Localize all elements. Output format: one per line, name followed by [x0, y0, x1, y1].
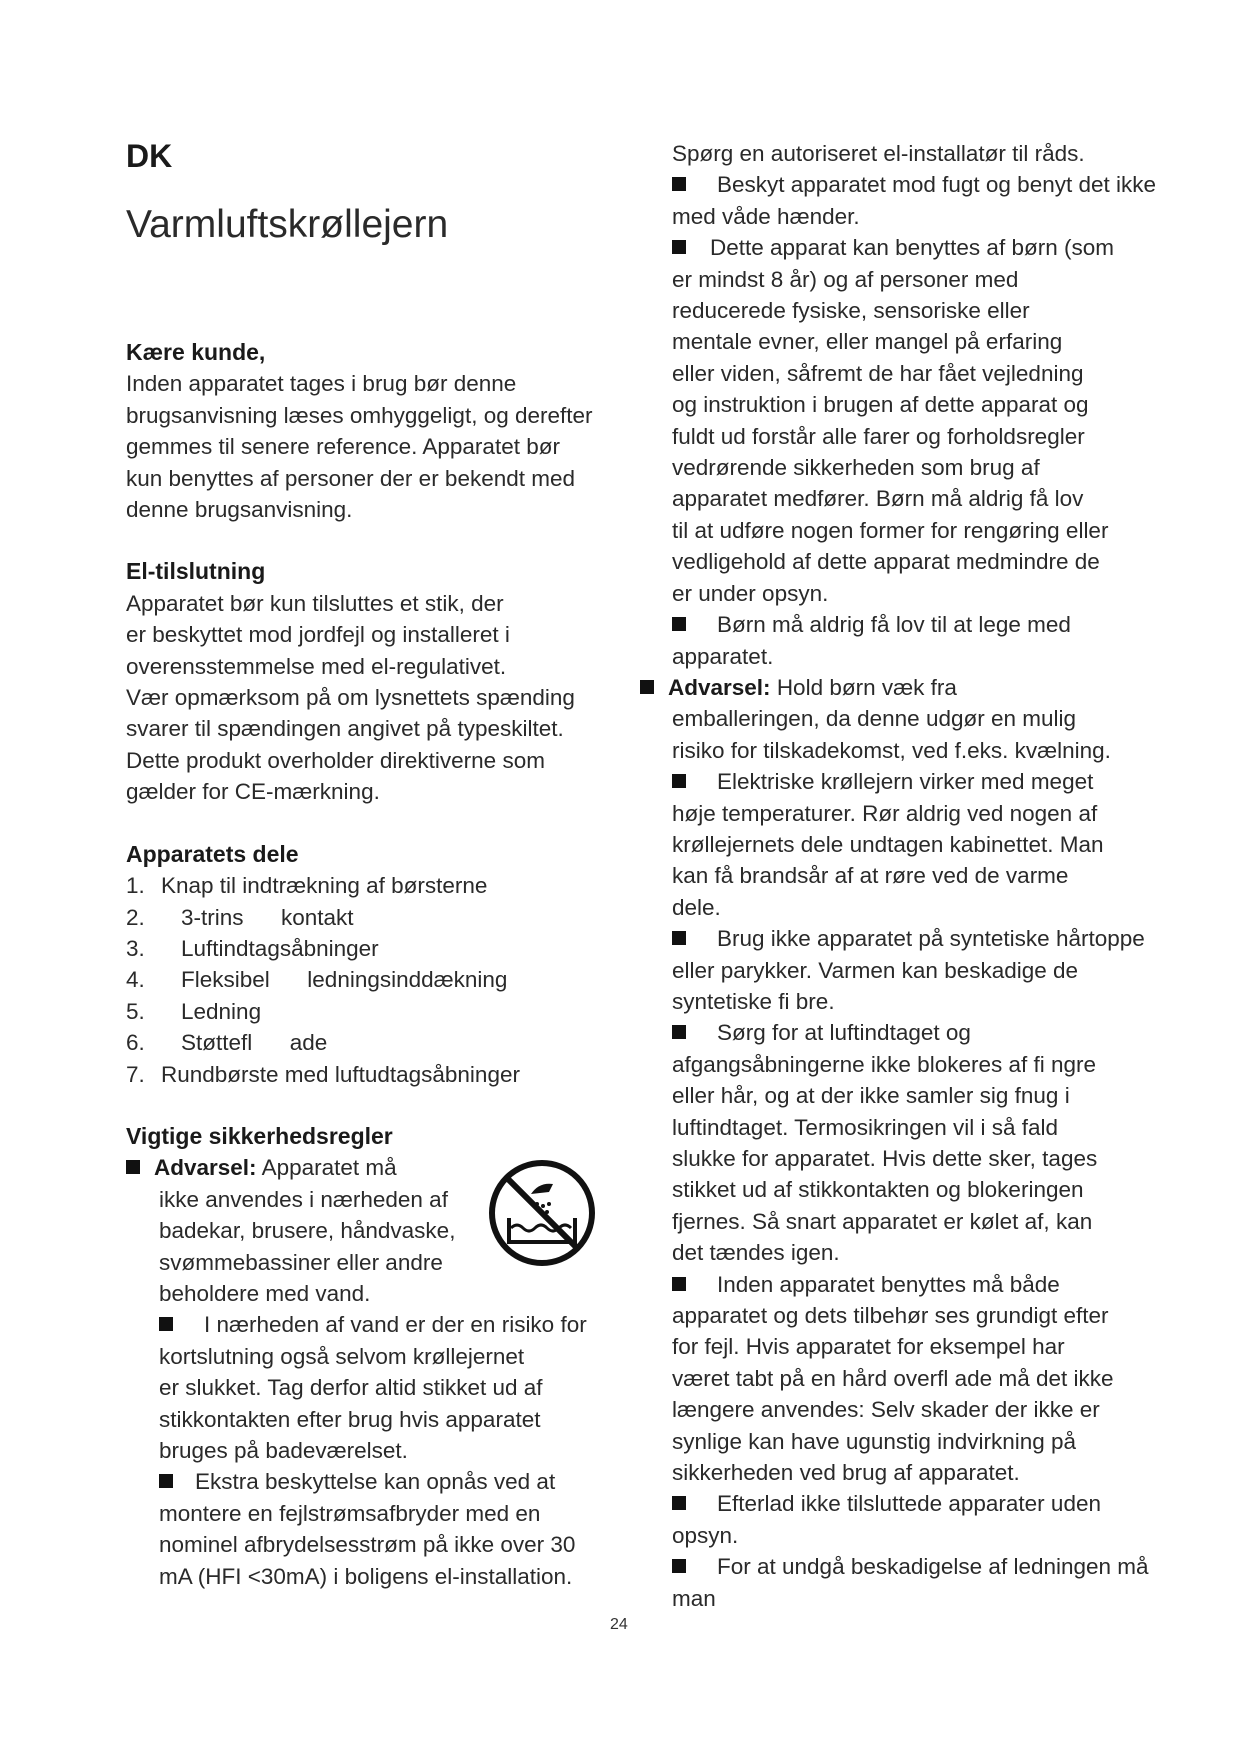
bullet-square-icon: [126, 1160, 140, 1174]
parts-heading: Apparatets dele: [126, 840, 299, 867]
text-line: nominel afbrydelsesstrøm på ikke over 30: [159, 1532, 576, 1558]
list-item: [126, 1027, 626, 1058]
item-text: Fleksibel ledningsinddækning: [181, 967, 508, 993]
text-line: vedligehold af dette apparat medmindre de: [672, 549, 1100, 575]
right-column: [668, 138, 1172, 1614]
text-line: eller parykker. Varmen kan beskadige de: [672, 957, 1079, 983]
text-line: er beskyttet mod jordfejl og installeret i: [126, 622, 510, 648]
no-water-warning-icon: [487, 1158, 597, 1268]
text-line: fuldt ud forstår alle farer og forholdsregler: [672, 423, 1085, 449]
text-line: [672, 1551, 1172, 1582]
text-line: Spørg en autoriseret el-installatør til råds.: [672, 141, 1085, 166]
right-bullet-3: [672, 609, 1172, 672]
text-line: gælder for CE-mærkning.: [126, 779, 380, 805]
left-column: [126, 337, 626, 1592]
text-fragment: Efterlad ikke tilsluttede apparater uden: [717, 1491, 1101, 1517]
text-line: [672, 766, 1172, 797]
bullet-square-icon: [159, 1317, 173, 1331]
text-line: luftindtaget. Termosikringen vil i så fald: [672, 1114, 1059, 1140]
text-line: [672, 169, 1172, 200]
text-line: [672, 1488, 1172, 1519]
text-line: [672, 923, 1172, 954]
safety-heading: Vigtige sikkerhedsregler: [126, 1122, 393, 1149]
text-line: apparatet.: [672, 643, 774, 669]
text-line: længere anvendes: Selv skader der ikke er: [672, 1397, 1100, 1423]
item-number: 1.: [126, 873, 145, 899]
right-bullet-10: [672, 1551, 1172, 1614]
text-fragment: I nærheden af vand er der en risiko for: [204, 1312, 587, 1338]
bullet-square-icon: [640, 680, 654, 694]
text-fragment: Inden apparatet benyttes må både: [717, 1271, 1060, 1297]
text-line: emballeringen, da denne udgør en mulig: [672, 706, 1077, 732]
parts-list: [126, 870, 626, 1090]
list-item: [126, 902, 626, 933]
bullet-square-icon: [672, 1559, 686, 1573]
right-warning: [668, 672, 1172, 766]
right-bullet-9: [672, 1488, 1172, 1551]
text-line: badekar, brusere, håndvaske,: [159, 1218, 456, 1244]
text-line: [159, 1309, 626, 1340]
text-line: mA (HFI <30mA) i boligens el-installation.: [159, 1563, 573, 1589]
text-line: dele.: [672, 894, 721, 920]
text-line: reducerede fysiske, sensoriske eller: [672, 298, 1030, 324]
text-line: det tændes igen.: [672, 1240, 840, 1266]
text-line: med våde hænder.: [672, 203, 860, 229]
text-line: [672, 232, 1172, 263]
right-bullet-8: [672, 1269, 1172, 1489]
text-fragment: Beskyt apparatet mod fugt og benyt det ikke: [717, 172, 1157, 198]
text-line: apparatet og dets tilbehør ses grundigt efter: [672, 1303, 1109, 1329]
item-number: 7.: [126, 1061, 145, 1087]
text-line: været tabt på en hård overfl ade må det ikke: [672, 1365, 1114, 1391]
safety-bullet-2: [126, 1466, 626, 1592]
text-line: [672, 609, 1172, 640]
right-bullet-5: [672, 766, 1172, 923]
list-item: [126, 933, 626, 964]
item-text: Støttefl ade: [181, 1030, 328, 1056]
item-number: 6.: [126, 1030, 145, 1056]
text-line: svømmebassiner eller andre: [159, 1249, 443, 1275]
text-line: kan få brandsår af at røre ved de varme: [672, 863, 1069, 889]
text-line: man: [672, 1585, 716, 1611]
bullet-square-icon: [672, 1277, 686, 1291]
right-bullet-6: [672, 923, 1172, 1017]
item-number: 3.: [126, 935, 145, 961]
safety-bullet-1: [126, 1309, 626, 1466]
text-line: for fejl. Hvis apparatet for eksempel har: [672, 1334, 1065, 1360]
bullet-square-icon: [672, 774, 686, 788]
text-fragment: Hold børn væk fra: [776, 674, 957, 700]
list-item: [126, 964, 626, 995]
page-title: Varmluftskrøllejern: [126, 203, 449, 246]
text-line: beholdere med vand.: [159, 1280, 371, 1306]
text-fragment: Sørg for at luftindtaget og: [717, 1020, 971, 1046]
el-text: [126, 588, 626, 808]
list-item: [126, 870, 626, 901]
bullet-square-icon: [159, 1474, 173, 1488]
text-line: Apparatet bør kun tilsluttes et stik, der: [126, 590, 504, 616]
text-line: montere en fejlstrømsafbryder med en: [159, 1500, 541, 1526]
text-line: synlige kan have ugunstig indvirkning på: [672, 1428, 1077, 1454]
item-text: Ledning: [181, 998, 262, 1024]
text-line: syntetiske fi bre.: [672, 988, 835, 1014]
intro-text: [126, 368, 626, 525]
text-line: kun benyttes af personer der er bekendt med: [126, 465, 576, 491]
text-line: eller hår, og at der ikke samler sig fnug i: [672, 1083, 1070, 1109]
text-line: ikke anvendes i nærheden af: [159, 1186, 448, 1212]
text-line: Vær opmærksom på om lysnettets spænding: [126, 685, 575, 711]
text-fragment: Børn må aldrig få lov til at lege med: [717, 612, 1071, 638]
text-line: [672, 1017, 1172, 1048]
text-line: sikkerheden ved brug af apparatet.: [672, 1460, 1020, 1486]
text-line: høje temperaturer. Rør aldrig ved nogen af: [672, 800, 1098, 826]
text-line: krøllejernets dele undtagen kabinettet. Man: [672, 831, 1104, 857]
right-bullet-7: [672, 1017, 1172, 1268]
bullet-square-icon: [672, 1496, 686, 1510]
bullet-square-icon: [672, 617, 686, 631]
item-number: 2.: [126, 904, 145, 930]
text-fragment: Apparatet må: [261, 1155, 397, 1181]
text-line: svarer til spændingen angivet på typeskiltet.: [126, 716, 564, 742]
text-line: risiko for tilskadekomst, ved f.eks. kvælning.: [672, 737, 1111, 763]
text-line: er under opsyn.: [672, 580, 829, 606]
right-bullet-1: [672, 169, 1172, 232]
text-line: vedrørende sikkerheden som brug af: [672, 455, 1040, 481]
text-fragment: Ekstra beskyttelse kan opnås ved at: [195, 1469, 556, 1495]
text-fragment: Elektriske krøllejern virker med meget: [717, 769, 1094, 795]
text-line: [640, 672, 1140, 703]
text-line: stikket ud af stikkontakten og blokeringen: [672, 1177, 1084, 1203]
text-line: eller viden, såfremt de har fået vejledning: [672, 360, 1084, 386]
text-line: er slukket. Tag derfor altid stikket ud af: [159, 1375, 543, 1401]
item-text: Luftindtagsåbninger: [181, 935, 379, 961]
text-line: slukke for apparatet. Hvis dette sker, tages: [672, 1146, 1098, 1171]
text-line: fjernes. Så snart apparatet er kølet af, kan: [672, 1208, 1093, 1234]
warning-label: Advarsel:: [668, 674, 771, 700]
right-bullet-2: [672, 232, 1172, 609]
text-line: [159, 1466, 626, 1497]
text-line: Dette produkt overholder direktiverne som: [126, 747, 545, 773]
text-line: mentale evner, eller mangel på erfaring: [672, 329, 1063, 355]
list-item: [126, 1059, 626, 1090]
text-line: stikkontakten efter brug hvis apparatet: [159, 1406, 541, 1432]
text-line: til at udføre nogen former for rengøring eller: [672, 517, 1109, 543]
text-line: og instruktion i brugen af dette apparat og: [672, 392, 1089, 418]
text-line: overensstemmelse med el-regulativet.: [126, 653, 507, 679]
text-line: Inden apparatet tages i brug bør denne: [126, 371, 517, 397]
el-heading: El-tilslutning: [126, 558, 266, 585]
text-fragment: For at undgå beskadigelse af ledningen må: [717, 1554, 1149, 1580]
text-line: er mindst 8 år) og af personer med: [672, 266, 1019, 292]
item-number: 5.: [126, 998, 145, 1024]
text-fragment: Dette apparat kan benyttes af børn (som: [710, 235, 1114, 261]
list-item: [126, 996, 626, 1027]
bullet-square-icon: [672, 1025, 686, 1039]
item-number: 4.: [126, 967, 145, 993]
text-line: [672, 1269, 1172, 1300]
page-number: 24: [610, 1616, 628, 1633]
text-line: afgangsåbningerne ikke blokeres af fi ngre: [672, 1051, 1097, 1077]
bullet-square-icon: [672, 240, 686, 254]
item-text: Rundbørste med luftudtagsåbninger: [161, 1061, 520, 1087]
text-fragment: Brug ikke apparatet på syntetiske hårtoppe: [717, 926, 1145, 952]
text-line: kortslutning også selvom krøllejernet: [159, 1343, 525, 1369]
text-line: denne brugsanvisning.: [126, 497, 353, 523]
bullet-square-icon: [672, 931, 686, 945]
text-line: brugsanvisning læses omhyggeligt, og derefter: [126, 402, 593, 428]
text-line: opsyn.: [672, 1522, 739, 1548]
item-text: 3-trins kontakt: [181, 904, 354, 930]
warning-label: Advarsel:: [154, 1155, 257, 1181]
text-line: bruges på badeværelset.: [159, 1438, 408, 1463]
text-line: apparatet medfører. Børn må aldrig få lov: [672, 486, 1084, 512]
intro-heading: Kære kunde,: [126, 339, 266, 365]
bullet-square-icon: [672, 177, 686, 191]
item-text: Knap til indtrækning af børsterne: [161, 873, 488, 899]
language-code: DK: [126, 138, 173, 174]
text-line: gemmes til senere reference. Apparatet bør: [126, 434, 560, 460]
